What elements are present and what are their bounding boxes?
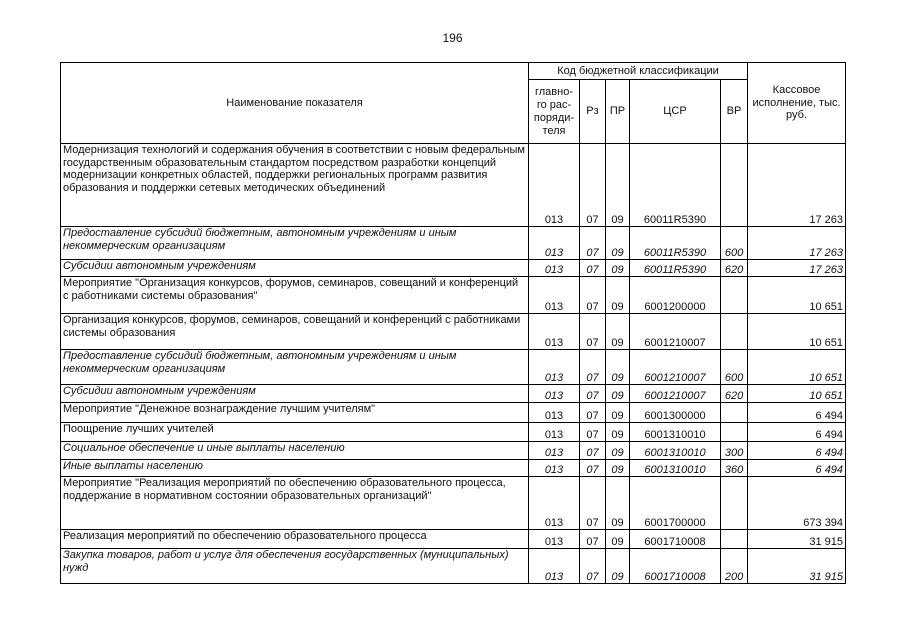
row-pr: 09 [606,385,630,403]
table-row [61,385,846,403]
table-row [61,227,846,260]
row-vr [721,144,748,227]
row-csr: 60011R5390 [630,260,721,277]
table-row [61,314,846,350]
row-pr: 09 [606,260,630,277]
row-pr: 09 [606,277,630,314]
row-name: Субсидии автономным учреждениям [61,260,529,277]
row-name: Мероприятие "Реализация мероприятий по обеспечению образовательного процесса, поддержание в нормативном состоянии образовательных организаций" [61,477,529,530]
row-name: Мероприятие "Денежное вознаграждение лучшим учителям" [61,403,529,423]
row-vr: 360 [721,460,748,477]
row-amount: 6 494 [748,460,846,477]
row-amount: 17 263 [748,144,846,227]
header-vr: ВР [721,80,748,144]
row-pr: 09 [606,549,630,584]
table-row [61,403,846,423]
row-name: Мероприятие "Организация конкурсов, форумов, семинаров, совещаний и конференций с работниками системы образования" [61,277,529,314]
row-vr: 600 [721,350,748,385]
row-name: Поощрение лучших учителей [61,423,529,442]
row-amount: 6 494 [748,442,846,460]
row-vr [721,477,748,530]
row-rz: 07 [580,227,606,260]
row-rz: 07 [580,260,606,277]
row-amount: 10 651 [748,277,846,314]
row-gr: 013 [529,460,580,477]
row-gr: 013 [529,477,580,530]
row-name: Закупка товаров, работ и услуг для обеспечения государственных (муниципальных) нужд [61,549,529,584]
row-name: Реализация мероприятий по обеспечению образовательного процесса [61,530,529,549]
table-row [61,144,846,227]
row-csr: 6001710008 [630,549,721,584]
table-row [61,460,846,477]
table-row [61,549,846,584]
row-vr: 600 [721,227,748,260]
header-pr: ПР [606,80,630,144]
header-amount: Кассовое исполнение, тыс. руб. [748,63,846,144]
row-vr [721,530,748,549]
row-amount: 6 494 [748,403,846,423]
row-amount: 17 263 [748,227,846,260]
row-rz: 07 [580,530,606,549]
row-rz: 07 [580,460,606,477]
row-vr [721,403,748,423]
row-csr: 6001210007 [630,350,721,385]
header-gr: главно-го рас-поряди-теля [529,80,580,144]
row-rz: 07 [580,423,606,442]
row-rz: 07 [580,144,606,227]
row-csr: 6001210007 [630,385,721,403]
row-amount: 31 915 [748,530,846,549]
header-csr: ЦСР [630,80,721,144]
row-gr: 013 [529,442,580,460]
budget-table [60,62,846,584]
table-row [61,477,846,530]
row-rz: 07 [580,314,606,350]
row-vr: 620 [721,385,748,403]
row-amount: 10 651 [748,314,846,350]
row-pr: 09 [606,314,630,350]
table-row [61,442,846,460]
row-vr [721,277,748,314]
row-vr [721,314,748,350]
row-rz: 07 [580,477,606,530]
row-csr: 6001200000 [630,277,721,314]
row-name: Предоставление субсидий бюджетным, автономным учреждениям и иным некоммерческим организациям [61,227,529,260]
row-csr: 6001310010 [630,460,721,477]
row-amount: 10 651 [748,385,846,403]
row-vr: 620 [721,260,748,277]
row-csr: 60011R5390 [630,227,721,260]
row-pr: 09 [606,350,630,385]
table-row [61,423,846,442]
row-rz: 07 [580,442,606,460]
row-gr: 013 [529,227,580,260]
row-name: Иные выплаты населению [61,460,529,477]
row-pr: 09 [606,403,630,423]
table-row [61,350,846,385]
row-name: Организация конкурсов, форумов, семинаров, совещаний и конференций с работниками системы образования [61,314,529,350]
header-rz: Рз [580,80,606,144]
row-vr: 200 [721,549,748,584]
row-amount: 10 651 [748,350,846,385]
header-name: Наименование показателя [61,63,529,144]
row-pr: 09 [606,423,630,442]
table-row [61,530,846,549]
header-code-group: Код бюджетной классификации [529,63,748,80]
table-row [61,277,846,314]
row-csr: 6001310010 [630,442,721,460]
row-rz: 07 [580,403,606,423]
row-name: Предоставление субсидий бюджетным, автономным учреждениям и иным некоммерческим организациям [61,350,529,385]
row-gr: 013 [529,314,580,350]
row-gr: 013 [529,423,580,442]
row-gr: 013 [529,350,580,385]
row-csr: 6001700000 [630,477,721,530]
row-amount: 6 494 [748,423,846,442]
row-gr: 013 [529,530,580,549]
row-vr: 300 [721,442,748,460]
row-gr: 013 [529,277,580,314]
row-csr: 60011R5390 [630,144,721,227]
table-row [61,260,846,277]
row-csr: 6001710008 [630,530,721,549]
row-gr: 013 [529,144,580,227]
row-pr: 09 [606,442,630,460]
row-rz: 07 [580,549,606,584]
row-amount: 17 263 [748,260,846,277]
row-csr: 6001210007 [630,314,721,350]
row-gr: 013 [529,403,580,423]
row-pr: 09 [606,144,630,227]
row-name: Модернизация технологий и содержания обучения в соответствии с новым федеральным государственным образовательным стандартом посредством разработки концепций модернизации конкретных областей, поддержки региональных программ развития образования и поддержки сетевых методических объединений [61,144,529,227]
row-amount: 673 394 [748,477,846,530]
row-pr: 09 [606,227,630,260]
page-number: 196 [442,31,463,45]
row-gr: 013 [529,260,580,277]
row-gr: 013 [529,385,580,403]
row-csr: 6001300000 [630,403,721,423]
row-vr [721,423,748,442]
row-rz: 07 [580,385,606,403]
row-name: Социальное обеспечение и иные выплаты населению [61,442,529,460]
row-rz: 07 [580,277,606,314]
row-pr: 09 [606,530,630,549]
row-pr: 09 [606,477,630,530]
row-rz: 07 [580,350,606,385]
row-pr: 09 [606,460,630,477]
row-name: Субсидии автономным учреждениям [61,385,529,403]
row-csr: 6001310010 [630,423,721,442]
row-amount: 31 915 [748,549,846,584]
row-gr: 013 [529,549,580,584]
